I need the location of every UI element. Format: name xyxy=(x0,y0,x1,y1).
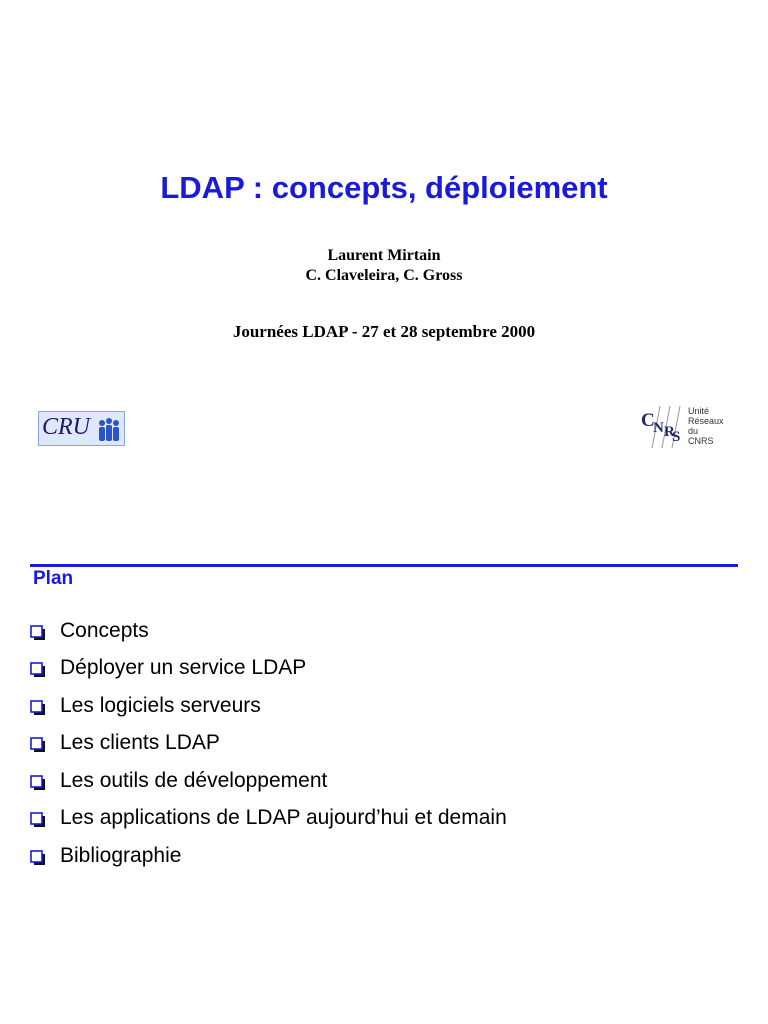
checkbox-bullet-icon xyxy=(30,662,46,678)
list-item xyxy=(30,687,507,725)
cnrs-mark-icon xyxy=(640,404,686,450)
svg-text:C: C xyxy=(641,410,655,431)
list-item xyxy=(30,725,507,763)
svg-text:N: N xyxy=(653,420,664,436)
cnrs-caption-line: Unité xyxy=(688,406,710,416)
svg-text:R: R xyxy=(664,424,675,440)
plan-list xyxy=(30,612,507,875)
list-item xyxy=(30,650,507,688)
authors xyxy=(0,246,768,286)
checkbox-bullet-icon xyxy=(30,850,46,866)
list-item-label: Les logiciels serveurs xyxy=(60,693,261,717)
cnrs-caption-line: du xyxy=(688,426,699,436)
cru-logo-text: CRU xyxy=(42,414,90,440)
cnrs-logo-caption xyxy=(688,406,724,446)
checkbox-bullet-icon xyxy=(30,700,46,716)
list-item xyxy=(30,800,507,838)
checkbox-bullet-icon xyxy=(30,812,46,828)
cnrs-logo xyxy=(640,404,730,452)
list-item-label: Concepts xyxy=(60,618,149,642)
people-icon xyxy=(96,417,122,443)
author-primary: Laurent Mirtain xyxy=(327,247,441,264)
list-item xyxy=(30,837,507,875)
event-subtitle: Journées LDAP - 27 et 28 septembre 2000 xyxy=(232,322,536,341)
cnrs-caption-line: CNRS xyxy=(688,436,714,446)
svg-text:S: S xyxy=(672,429,681,445)
cru-logo xyxy=(38,411,125,446)
checkbox-bullet-icon xyxy=(30,737,46,753)
page-title: LDAP : concepts, déploiement xyxy=(160,170,608,205)
list-item xyxy=(30,762,507,800)
cnrs-caption-line: Réseaux xyxy=(688,416,724,426)
checkbox-bullet-icon xyxy=(30,775,46,791)
list-item xyxy=(30,612,507,650)
list-item-label: Bibliographie xyxy=(60,843,182,867)
list-item-label: Les clients LDAP xyxy=(60,731,220,755)
list-item-label: Déployer un service LDAP xyxy=(60,656,307,680)
list-item-label: Les outils de développement xyxy=(60,768,328,792)
list-item-label: Les applications de LDAP aujourd’hui et demain xyxy=(60,806,507,830)
section-divider xyxy=(30,564,738,567)
author-coauthors: C. Claveleira, C. Gross xyxy=(305,267,463,284)
plan-heading: Plan xyxy=(33,568,74,589)
checkbox-bullet-icon xyxy=(30,625,46,641)
